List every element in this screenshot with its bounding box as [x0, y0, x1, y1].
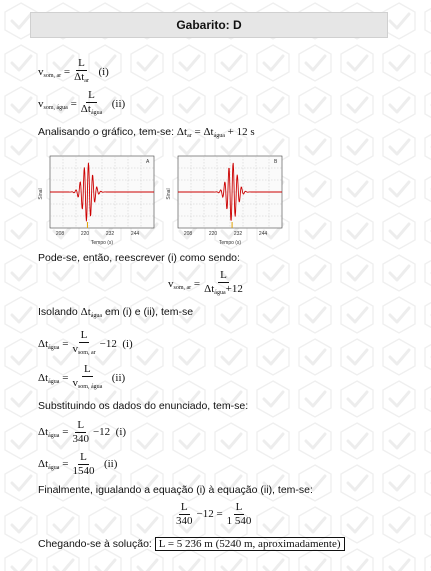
substitute-sentence: Substituindo os dados do enunciado, tem-se: — [38, 400, 249, 412]
x-tick-label: 220 — [208, 231, 218, 237]
x-tick-label: 208 — [55, 231, 65, 237]
svg-text:A: A — [146, 159, 150, 165]
x-tick-label: 208 — [183, 231, 193, 237]
x-tick-label: 244 — [258, 231, 268, 237]
svg-text:Sinal: Sinal — [166, 188, 172, 200]
equation-iv: $\Delta t_{água}$ = $\frac{L}{v_{som, água}}$ (ii) — [38, 363, 126, 390]
signal-chart-b — [164, 152, 284, 248]
svg-text:B: B — [274, 159, 278, 165]
equation-vi: $\Delta t_{água}$ = $\frac{L}{1540}$ (ii) — [38, 451, 118, 477]
rewrite-sentence: Pode-se, então, reescrever (i) como sendo: — [38, 252, 240, 264]
answer-key-title: Gabarito: D — [176, 18, 242, 32]
equation-iii: $\Delta t_{água}$ = $\frac{L}{v_{som, ar}}$ −12 (i) — [38, 329, 133, 356]
answer-box: L = 5 236 m (5240 m, aproximadamente) — [155, 537, 345, 551]
equation-rewritten: $v_{som, ar}$ = $\frac{L}{\Delta t_{água}+12}$ — [168, 269, 243, 296]
equation-ii: $v_{som, água}$ = $\frac{L}{\Delta t_{água}}$ (ii) — [38, 89, 126, 116]
x-tick-label: 244 — [130, 231, 140, 237]
x-tick-label: 232 — [233, 231, 243, 237]
equation-v: $\Delta t_{água}$ = $\frac{L}{340}$ −12 (i) — [38, 419, 127, 445]
equation-equality: $\frac{L}{340}$ −12 = $\frac{L}{1 540}$ — [176, 501, 252, 527]
analysis-sentence: Analisando o gráfico, tem-se: $\Delta t_{ar} = \Delta t_{água} + 12$ s — [38, 126, 255, 139]
final-sentence: Finalmente, igualando a equação (i) à equação (ii), tem-se: — [38, 484, 313, 496]
answer-key-header — [30, 12, 388, 38]
signal-chart-a — [36, 152, 156, 248]
svg-text:Sinal: Sinal — [38, 188, 44, 200]
svg-text:Tempo (s): Tempo (s) — [218, 240, 242, 246]
isolate-sentence: Isolando $\Delta t_{água}$ em (i) e (ii), tem-se — [38, 306, 194, 319]
x-tick-label: 220 — [80, 231, 90, 237]
svg-text:Tempo (s): Tempo (s) — [90, 240, 114, 246]
solution-line: Chegando-se à solução: L = 5 236 m (5240 m, aproximadamente) — [38, 538, 345, 550]
equation-i: $v_{som, ar}$ = $\frac{L}{\Delta t_{ar}}$ (i) — [38, 57, 109, 84]
x-tick-label: 232 — [105, 231, 115, 237]
